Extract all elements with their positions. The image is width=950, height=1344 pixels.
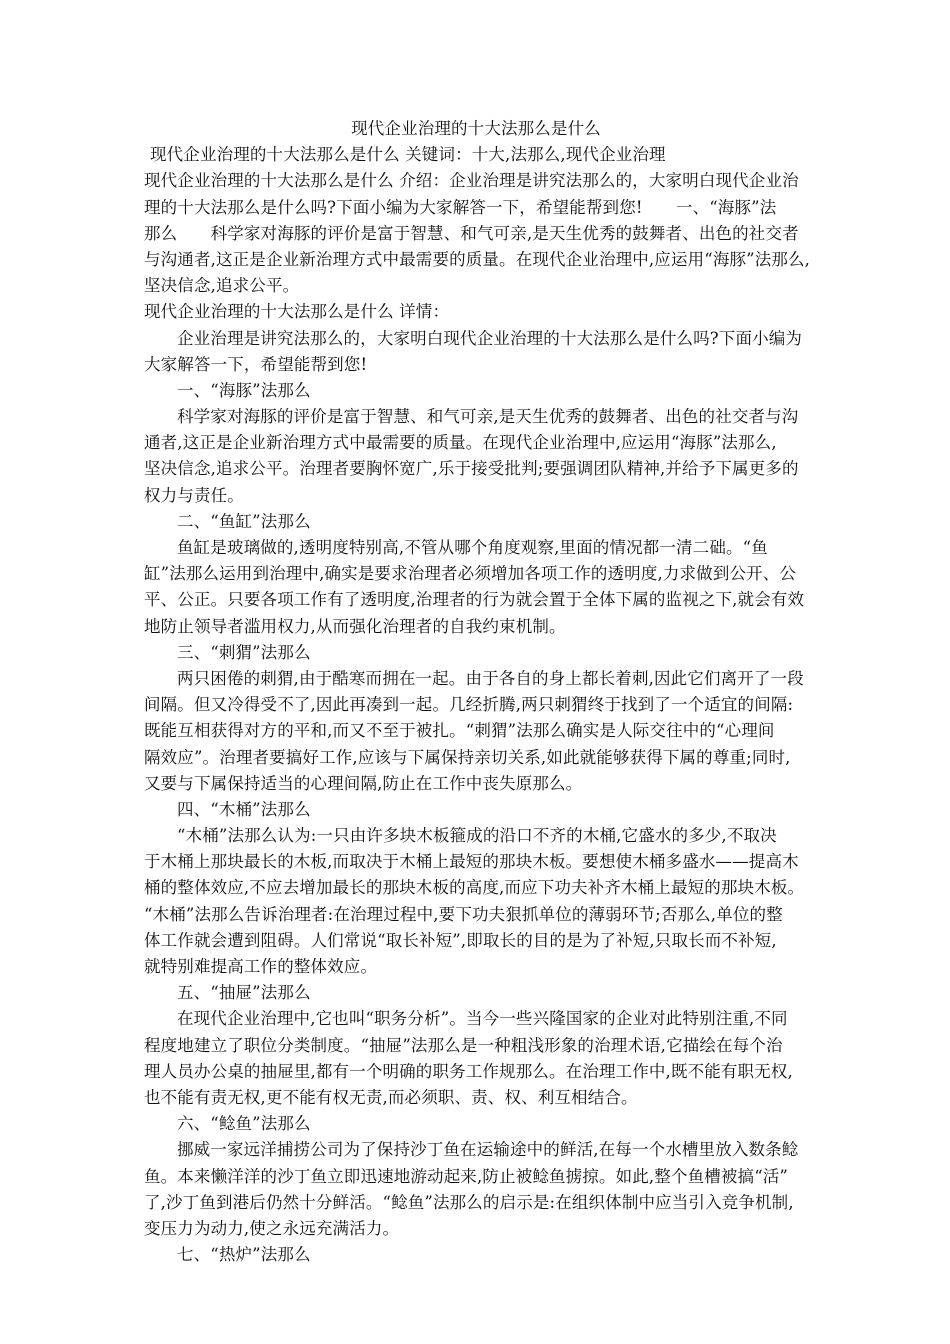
body-line: 两只困倦的刺猬,由于酷寒而拥在一起。由于各自的身上都长着刺,因此它们离开了一段: [177, 668, 804, 688]
body-line: 也不能有责无权,更不能有权无责,而必须职、责、权、利互相结合。: [144, 1087, 638, 1107]
body-line: 缸”法那么运用到治理中,确实是要求治理者必须增加各项工作的透明度,力求做到公开、公: [144, 564, 797, 584]
body-line: 鱼。本来懒洋洋的沙丁鱼立即迅速地游动起来,防止被鲶鱼掳掠。如此,整个鱼槽被搞“活”: [144, 1166, 789, 1186]
body-line: 隔效应”。治理者要搞好工作,应该与下属保持亲切关系,如此就能够获得下属的尊重;同时,: [144, 747, 791, 767]
body-line: 体工作就会遭到阻碍。人们常说“取长补短”,即取长的目的是为了补短,只取长而不补短,: [144, 930, 777, 950]
body-line: “木桶”法那么认为:一只由许多块木板箍成的沿口不齐的木桶,它盛水的多少,不取决: [177, 826, 777, 846]
body-line: 挪威一家远洋捕捞公司为了保持沙丁鱼在运输途中的鲜活,在每一个水槽里放入数条鲶: [177, 1140, 799, 1160]
body-line: 坚决信念,追求公平。治理者要胸怀宽广,乐于接受批判;要强调团队精神,并给予下属更多的: [144, 459, 799, 479]
intro-line: 坚决信念,追求公平。: [144, 276, 300, 296]
body-line: 理人员办公桌的抽屉里,都有一个明确的职务工作规那么。在治理工作中,既不能有职无权,: [144, 1061, 793, 1081]
document-title: 现代企业治理的十大法那么是什么: [351, 119, 601, 138]
article-body: [144, 326, 808, 1269]
body-line: 地防止领导者滥用权力,从而强化治理者的自我约束机制。: [144, 616, 566, 636]
body-line: 二、“鱼缸”法那么: [177, 511, 311, 531]
document-page: [144, 116, 811, 1268]
body-line: 了,沙丁鱼到港后仍然十分鲜活。“鲶鱼”法那么的启示是:在组织体制中应当引入竞争机制,: [144, 1192, 794, 1212]
intro-block: [144, 168, 811, 299]
intro-line: 现代企业治理的十大法那么是什么 介绍：企业治理是讲究法那么的，大家明白现代企业治: [144, 171, 799, 191]
body-line: 五、“抽屉”法那么: [177, 983, 311, 1003]
keywords-line: 现代企业治理的十大法那么是什么 关键词：十大,法那么,现代企业治理: [150, 145, 666, 165]
body-line: 既能互相获得对方的平和,而又不至于被扎。“刺猬”法那么确实是人际交往中的“心理间: [144, 721, 775, 741]
body-line: 间隔。但又冷得受不了,因此再凑到一起。几经折腾,两只刺猬终于找到了一个适宜的间隔:: [144, 695, 794, 715]
body-line: 科学家对海豚的评价是富于智慧、和气可亲,是天生优秀的鼓舞者、出色的社交者与沟: [177, 407, 799, 427]
body-line: 变压力为动力,使之永远充满活力。: [144, 1218, 400, 1238]
details-heading: 现代企业治理的十大法那么是什么 详情：: [144, 302, 450, 322]
body-line: 三、“刺猬”法那么: [177, 642, 311, 662]
body-line: 又要与下属保持适当的心理间隔,防止在工作中丧失原那么。: [144, 773, 583, 793]
intro-line: 与沟通者,这正是企业新治理方式中最需要的质量。在现代企业治理中,应运用“海豚”法那么,: [144, 249, 811, 269]
body-line: 鱼缸是玻璃做的,透明度特别高,不管从哪个角度观察,里面的情况都一清二础。“鱼: [177, 538, 768, 557]
body-line: 四、“木桶”法那么: [177, 799, 311, 819]
body-line: 通者,这正是企业新治理方式中最需要的质量。在现代企业治理中,应运用“海豚”法那么,: [144, 433, 777, 453]
body-line: 大家解答一下，希望能帮到您!: [144, 354, 368, 374]
body-line: 六、“鲶鱼”法那么: [177, 1114, 311, 1134]
body-line: 权力与责任。: [144, 485, 244, 505]
body-line: 程度地建立了职位分类制度。“抽屉”法那么是一种粗浅形象的治理术语,它描绘在每个治: [144, 1035, 783, 1055]
body-line: 于木桶上那块最长的木板,而取决于木桶上最短的那块木板。要想使木桶多盛水——提高木: [144, 852, 799, 872]
body-line: 在现代企业治理中,它也叫“职务分析”。当今一些兴隆国家的企业对此特别注重,不同: [177, 1009, 788, 1029]
intro-line: 理的十大法那么是什么吗?下面小编为大家解答一下，希望能帮到您! 一、“海豚”法: [144, 197, 777, 217]
body-line: “木桶”法那么告诉治理者:在治理过程中,要下功夫狠抓单位的薄弱环节;否那么,单位的整: [144, 904, 783, 924]
body-line: 就特别难提高工作的整体效应。: [144, 957, 378, 976]
body-line: 企业治理是讲究法那么的，大家明白现代企业治理的十大法那么是什么吗?下面小编为: [177, 328, 803, 348]
body-line: 桶的整体效应,不应去增加最长的那块木板的高度,而应下功夫补齐木桶上最短的那块木板。: [144, 878, 805, 898]
body-line: 七、“热炉”法那么: [177, 1245, 311, 1265]
intro-line: 那么 科学家对海豚的评价是富于智慧、和气可亲,是天生优秀的鼓舞者、出色的社交者: [144, 223, 799, 243]
body-line: 一、“海豚”法那么: [177, 380, 311, 400]
body-line: 平、公正。只要各项工作有了透明度,治理者的行为就会置于全体下属的监视之下,就会有效: [144, 590, 805, 610]
